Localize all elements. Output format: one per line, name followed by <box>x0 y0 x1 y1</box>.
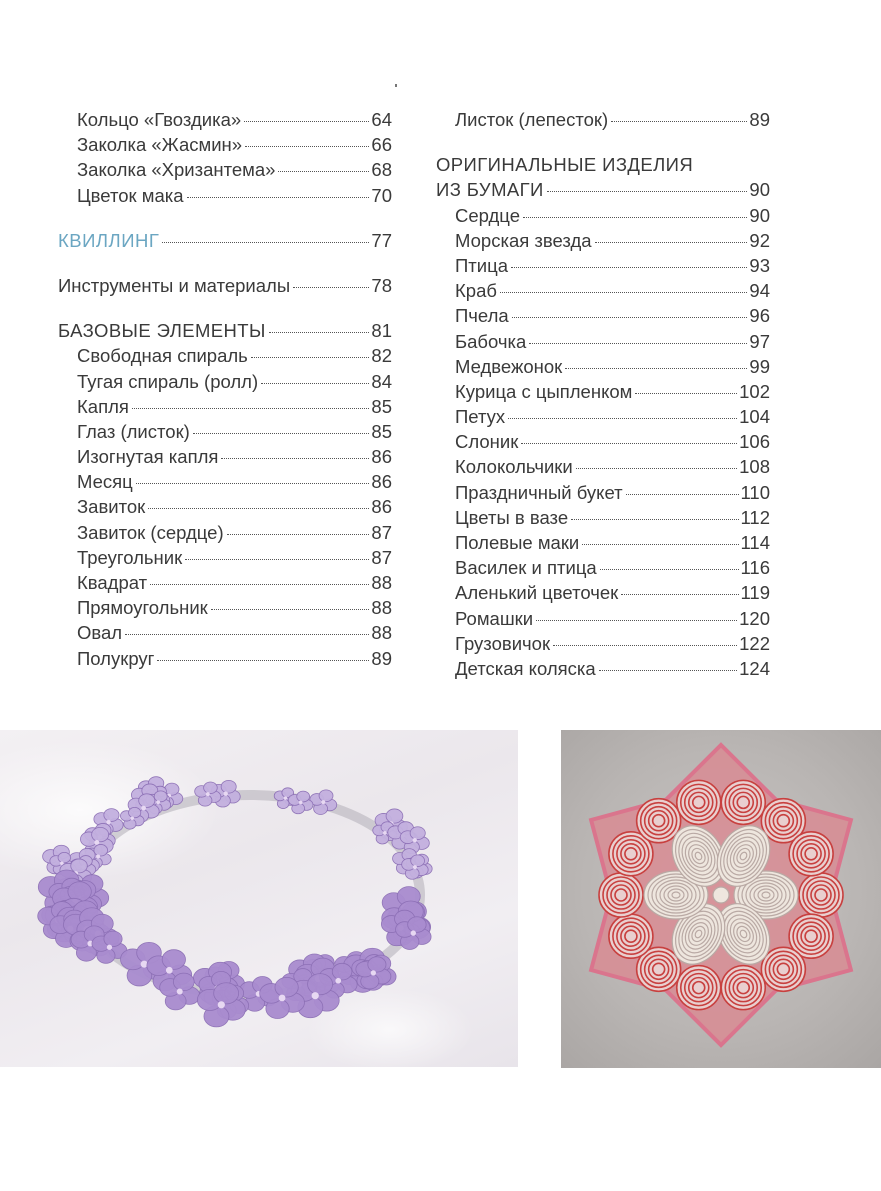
toc-entry[interactable] <box>436 253 770 278</box>
quilled-flower-photo <box>561 730 881 1068</box>
toc-entry-title: Заколка «Хризантема» <box>77 159 276 181</box>
toc-entry-title: Василек и птица <box>455 557 597 579</box>
toc-entry-title: Петух <box>455 406 506 428</box>
toc-entry-page: 90 <box>749 179 770 201</box>
toc-entry-title: Листок (лепесток) <box>455 109 609 130</box>
toc-leader-dots <box>162 242 369 243</box>
toc-entry-title: Бабочка <box>455 330 527 352</box>
toc-entry-page: 94 <box>749 280 770 302</box>
toc-entry-title: Квадрат <box>77 572 148 593</box>
toc-entry[interactable] <box>436 429 770 454</box>
toc-entry-page: 87 <box>371 521 392 543</box>
toc-leader-dots <box>582 544 738 545</box>
toc-leader-dots <box>500 292 747 293</box>
coil-mark <box>599 873 643 917</box>
toc-entry-title: Пчела <box>455 305 509 327</box>
toc-leader-dots <box>595 242 748 243</box>
toc-entry-title: Цветы в вазе <box>455 506 569 528</box>
toc-entry-page: 85 <box>371 395 392 417</box>
toc-left-column <box>58 107 392 671</box>
toc-entry-title: Тугая спираль (ролл) <box>77 370 259 392</box>
toc-leader-dots <box>221 458 369 459</box>
toc-section-title: ИЗ БУМАГИ <box>436 179 544 201</box>
toc-entry-title: Цветок мака <box>77 184 184 206</box>
coil-mark <box>677 966 721 1010</box>
toc-entry[interactable] <box>58 444 392 469</box>
toc-entry-page: 87 <box>371 546 392 568</box>
toc-entry[interactable] <box>436 580 770 605</box>
toc-entry-page: 112 <box>740 506 770 528</box>
toc-entry[interactable] <box>436 480 770 505</box>
toc-entry-title: Сердце <box>455 204 520 226</box>
toc-entry-page: 124 <box>739 657 770 679</box>
toc-entry-title: Медвежонок <box>455 355 563 377</box>
toc-entry-title: Птица <box>455 254 508 276</box>
toc-entry[interactable] <box>58 419 392 444</box>
toc-entry[interactable] <box>436 303 770 328</box>
toc-entry-page: 88 <box>371 622 392 644</box>
page-tick-mark <box>395 84 397 87</box>
toc-entry-page: 114 <box>740 532 770 553</box>
toc-entry-page: 78 <box>371 274 392 296</box>
toc-entry[interactable] <box>436 606 770 631</box>
toc-entry[interactable] <box>436 379 770 404</box>
toc-entry-page: 68 <box>371 159 392 181</box>
toc-entry[interactable] <box>436 530 770 555</box>
toc-chapter-quilling[interactable] <box>58 228 392 253</box>
toc-entry[interactable] <box>58 107 392 132</box>
toc-entry[interactable] <box>436 203 770 228</box>
toc-entry-title: Аленький цветочек <box>455 582 619 604</box>
toc-entry[interactable] <box>436 228 770 253</box>
bracelet-illustration <box>0 730 518 1067</box>
lilac-bracelet-photo <box>0 730 518 1067</box>
toc-right-column <box>436 107 770 681</box>
coil-mark <box>609 914 653 958</box>
toc-entry-title: Изогнутая капля <box>77 446 219 468</box>
toc-section-original-items[interactable] <box>436 177 770 202</box>
coil-mark <box>637 799 681 843</box>
coil-mark <box>789 832 833 876</box>
toc-entry-title: Капля <box>77 395 129 417</box>
toc-entry-page: 99 <box>749 355 770 377</box>
toc-leader-dots <box>244 121 369 122</box>
toc-entry-page: 120 <box>739 607 770 629</box>
toc-entry-title: Слоник <box>455 431 519 453</box>
toc-entry-page: 102 <box>739 380 770 402</box>
toc-entry[interactable] <box>58 620 392 645</box>
toc-leader-dots <box>150 584 369 585</box>
coil-mark <box>761 947 805 991</box>
toc-chapter-title: КВИЛЛИНГ <box>58 229 160 251</box>
toc-entry-title: Заколка «Жасмин» <box>77 134 243 156</box>
toc-entry-title: Полевые маки <box>455 532 580 553</box>
toc-entry[interactable] <box>436 278 770 303</box>
toc-entry-page: 88 <box>371 597 392 619</box>
toc-leader-dots <box>571 519 738 520</box>
toc-section-basic-elements[interactable] <box>58 318 392 343</box>
toc-entry-page: 108 <box>739 456 770 478</box>
toc-entry-page: 97 <box>749 330 770 352</box>
toc-entry[interactable] <box>436 354 770 379</box>
toc-leader-dots <box>521 443 737 444</box>
coil-mark <box>677 780 721 824</box>
toc-leader-dots <box>278 171 369 172</box>
toc-entry[interactable] <box>436 107 770 132</box>
toc-entry[interactable] <box>58 570 392 595</box>
toc-entry[interactable] <box>58 520 392 545</box>
toc-entry-title: Полукруг <box>77 647 155 669</box>
toc-leader-dots <box>251 357 370 358</box>
toc-entry[interactable] <box>436 454 770 479</box>
toc-leader-dots <box>508 418 737 419</box>
toc-leader-dots <box>193 433 370 434</box>
toc-entry-page: 77 <box>371 229 392 251</box>
toc-leader-dots <box>600 569 739 570</box>
quilled-flower-illustration <box>561 730 881 1068</box>
toc-leader-dots <box>187 197 370 198</box>
toc-entry-title: Кольцо «Гвоздика» <box>77 109 242 130</box>
toc-leader-dots <box>529 343 747 344</box>
toc-entry[interactable] <box>58 646 392 671</box>
toc-entry-title: Завиток <box>77 496 146 518</box>
toc-entry-page: 106 <box>739 431 770 453</box>
toc-entry-page: 90 <box>749 204 770 226</box>
toc-entry-page: 88 <box>371 572 392 593</box>
toc-entry-page: 116 <box>740 557 770 579</box>
toc-entry-title: Завиток (сердце) <box>77 521 224 543</box>
toc-entry-title: Прямоугольник <box>77 597 208 619</box>
toc-entry-title: Краб <box>455 280 497 302</box>
coil-mark <box>721 966 765 1010</box>
toc-leader-dots <box>523 217 747 218</box>
toc-entry[interactable] <box>58 595 392 620</box>
toc-entry[interactable] <box>436 656 770 681</box>
toc-entry-title: Месяц <box>77 471 133 493</box>
toc-entry-page: 110 <box>740 481 770 503</box>
toc-entry-page: 82 <box>371 345 392 367</box>
toc-leader-dots <box>132 408 370 409</box>
toc-leader-dots <box>576 468 737 469</box>
toc-entry-title: Колокольчики <box>455 456 573 478</box>
toc-leader-dots <box>511 267 747 268</box>
toc-entry-page: 64 <box>371 109 392 130</box>
toc-entry-page: 96 <box>749 305 770 327</box>
toc-leader-dots <box>185 559 369 560</box>
toc-entry-page: 104 <box>739 406 770 428</box>
toc-leader-dots <box>635 393 737 394</box>
toc-entry-page: 86 <box>371 446 392 468</box>
coil-mark <box>799 873 843 917</box>
toc-entry-title: Праздничный букет <box>455 481 623 503</box>
toc-leader-dots <box>245 146 369 147</box>
toc-leader-dots <box>211 609 370 610</box>
flower-mark <box>120 807 144 829</box>
toc-entry-title: Глаз (листок) <box>77 420 190 442</box>
toc-entry[interactable] <box>58 157 392 182</box>
toc-entry[interactable] <box>436 631 770 656</box>
toc-entry-page: 119 <box>740 582 770 604</box>
toc-entry-page: 93 <box>749 254 770 276</box>
toc-entry[interactable] <box>436 404 770 429</box>
toc-entry-page: 86 <box>371 471 392 493</box>
toc-entry-title: Ромашки <box>455 607 534 629</box>
toc-entry-page: 92 <box>749 229 770 251</box>
toc-entry-title: Курица с цыпленком <box>455 380 633 402</box>
toc-entry-page: 89 <box>749 109 770 130</box>
toc-leader-dots <box>269 332 370 333</box>
toc-entry-page: 89 <box>371 647 392 669</box>
toc-entry[interactable] <box>436 505 770 530</box>
toc-entry[interactable] <box>58 469 392 494</box>
toc-entry[interactable] <box>58 343 392 368</box>
toc-entry-title: Треугольник <box>77 546 183 568</box>
toc-entry-title: Морская звезда <box>455 229 592 251</box>
toc-entry[interactable] <box>58 494 392 519</box>
toc-leader-dots <box>611 121 747 122</box>
toc-entry-page: 84 <box>371 370 392 392</box>
toc-leader-dots <box>227 534 370 535</box>
toc-entry-page: 86 <box>371 496 392 518</box>
toc-entry[interactable] <box>436 555 770 580</box>
toc-entry-title: Детская коляска <box>455 657 596 679</box>
toc-leader-dots <box>565 368 747 369</box>
toc-leader-dots <box>547 191 748 192</box>
toc-entry-page: 85 <box>371 420 392 442</box>
toc-leader-dots <box>621 594 738 595</box>
toc-leader-dots <box>293 287 369 288</box>
toc-entry[interactable] <box>58 369 392 394</box>
toc-entry-page: 122 <box>739 632 770 654</box>
toc-leader-dots <box>599 670 737 671</box>
toc-entry[interactable] <box>58 273 392 298</box>
toc-entry[interactable] <box>58 545 392 570</box>
toc-leader-dots <box>261 383 369 384</box>
toc-entry[interactable] <box>58 183 392 208</box>
toc-entry-title: Овал <box>77 622 123 644</box>
toc-entry-title: Инструменты и материалы <box>58 274 291 296</box>
toc-section-title-line1: ОРИГИНАЛЬНЫЕ ИЗДЕЛИЯ <box>436 154 694 176</box>
toc-entry-title: Грузовичок <box>455 632 551 654</box>
toc-entry[interactable] <box>58 394 392 419</box>
toc-leader-dots <box>136 483 370 484</box>
toc-entry[interactable] <box>436 329 770 354</box>
toc-entry-page: 70 <box>371 184 392 206</box>
toc-leader-dots <box>512 317 748 318</box>
toc-leader-dots <box>553 645 737 646</box>
toc-leader-dots <box>148 508 369 509</box>
toc-entry-page: 66 <box>371 134 392 156</box>
toc-leader-dots <box>626 494 739 495</box>
toc-leader-dots <box>157 660 369 661</box>
toc-leader-dots <box>536 620 737 621</box>
coil-mark <box>721 780 765 824</box>
toc-entry-page: 81 <box>371 320 392 342</box>
toc-leader-dots <box>125 634 369 635</box>
toc-entry[interactable] <box>58 132 392 157</box>
toc-entry-title: Свободная спираль <box>77 345 248 367</box>
toc-section-title: БАЗОВЫЕ ЭЛЕМЕНТЫ <box>58 320 266 342</box>
